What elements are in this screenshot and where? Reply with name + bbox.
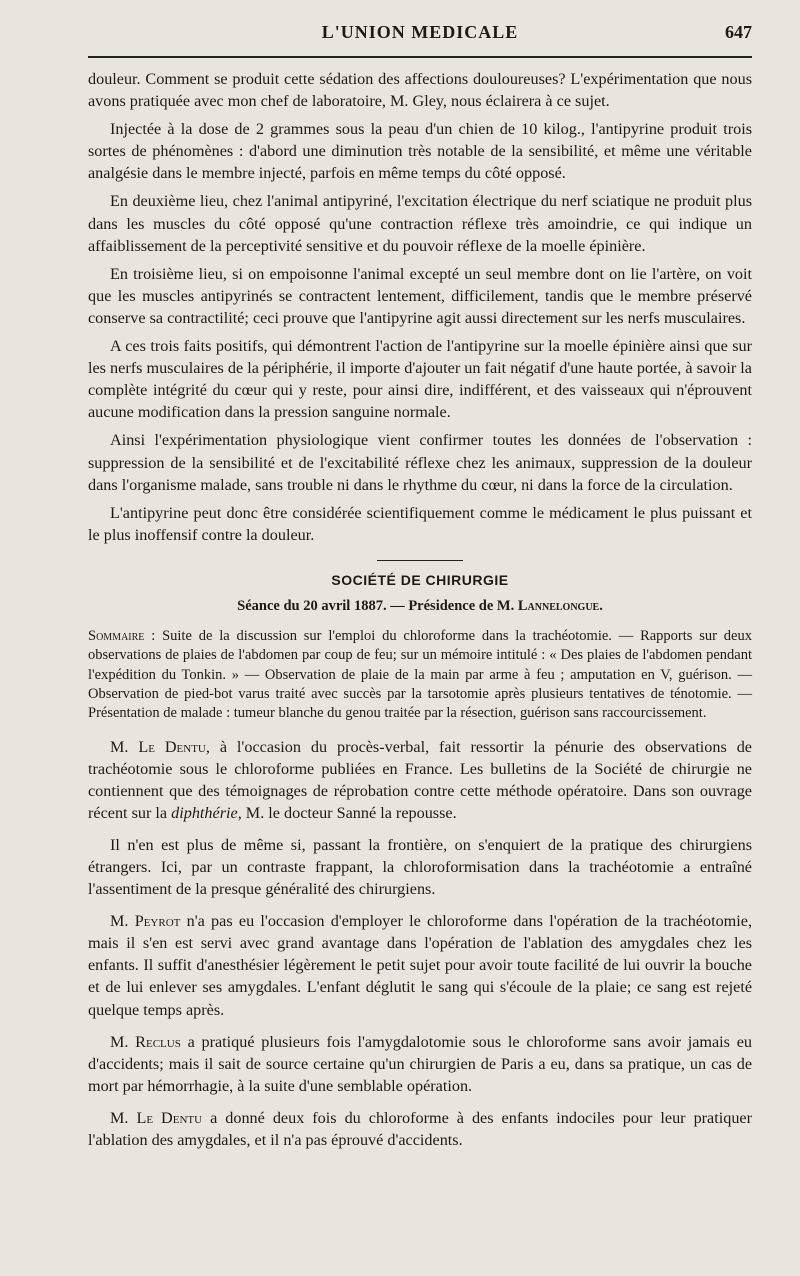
paragraph: En troisième lieu, si on empoisonne l'animal excepté un seul membre dont on lie l'artère, on voit que les muscles antipyrinés se contractent lentement, difficilement, tandis que le membre préservé conserve sa contractilité; ceci prouve que l'antipyrine agit aussi directement sur les nerfs musculaires. [88,264,752,327]
speech-text: a donné deux fois du chloroforme à des enfants indociles pour leur pratiquer l'ablation des amygdales, et il n'a pas éprouvé d'accidents. [88,1108,752,1150]
paragraph: A ces trois faits positifs, qui démontrent l'action de l'antipyrine sur la moelle épinière ainsi que sur les nerfs musculaires de la périphérie, il importe d'ajouter un fait négatif d'une haute portée, à savoir la complète intégrité du cœur qui y reste, pour ainsi dire, indifférent, et des vaisseaux qui n'éprouvent aucune modification dans la pression sanguine normale. [88,337,752,422]
section-divider [377,560,463,561]
paragraph: En deuxième lieu, chez l'animal antipyriné, l'excitation électrique du nerf sciatique ne produit plus dans les muscles du côté opposé qu'une contraction réflexe très amoindrie, ce qui indique un affaiblissement de la perceptivité sensitive et du pouvoir réflexe de la moelle épinière. [88,192,752,255]
speech-text: , à l'occasion du procès-verbal, fait ressortir la pénurie des observations de trachéotomie sous le chloroforme publiées en France. Les bulletins de la Société de chirurgie ne contiennent que des témoignages de réprobation contre cette méthode opératoire. Dans son ouvrage récent sur la [88,737,752,822]
summary-text: : Suite de la discussion sur l'emploi du chloroforme dans la trachéotomie. — Rapports sur deux observations de plaies de l'abdomen par coup de feu; sur un mémoire intitulé : « Des plaies de l'abdomen pendant l'expédition du Tonkin. » — Observation de plaie de la main par arme à feu ; amputation en V, guérison. — Observation de pied-bot varus traité avec succès par la tarsotomie après plusieurs tentatives de ténotomie. — Présentation de malade : tumeur blanche du genou traitée par la résection, guérison sans raccourcissement. [88,628,752,722]
paragraph: douleur. Comment se produit cette sédation des affections douloureuses? L'expérimentation que nous avons pratiquée avec mon chef de laboratoire, M. Gley, nous éclairera à ce sujet. [88,70,752,111]
speaker-name: M. Le Dentu [110,1108,203,1127]
speech-paragraph [88,910,752,1020]
speech-paragraph [88,834,752,900]
paragraph: Injectée à la dose de 2 grammes sous la peau d'un chien de 10 kilog., l'antipyrine produit trois sortes de phénomènes : d'abord une diminution très notable de la sensibilité, et même une véritable analgésie dans le membre injecté, parfois en même temps du côté opposé. [88,120,752,183]
speaker-name: M. Le Dentu [110,737,206,756]
speaker-name: M. Peyrot [110,912,181,931]
speech-text: Il n'en est plus de même si, passant la frontière, on s'enquiert de la pratique des chirurgiens étrangers. Ici, par un contraste frappant, la chloroformisation dans la trachéotomie a entraîné l'assentiment de la presque généralité des chirurgiens. [88,835,752,899]
paragraph: Ainsi l'expérimentation physiologique vient confirmer toutes les données de l'observation : suppression de la sensibilité et de l'excitabilité réflexe chez les animaux, suppression de la douleur dans l'organisme malade, sans trouble ni dans le rhythme du cœur, ni dans la force de la circulation. [88,431,752,494]
speaker-name: M. Reclus [110,1032,181,1051]
president-name: Lannelongue. [517,597,603,614]
session-summary [88,627,752,723]
running-title: L'UNION MEDICALE [321,22,519,42]
speech-text: a pratiqué plusieurs fois l'amygdalotomie sous le chloroforme sans avoir jamais eu d'accidents; mais il sait de source certaine qu'un chirurgien de Paris a eu, dans sa pratique, un cas de mort par hémorrhagie, à la suite d'une semblable opération. [88,1032,752,1095]
section-heading: SOCIÉTÉ DE CHIRURGIE [331,571,509,588]
speech-text-after: , M. le docteur Sanné la repousse. [237,803,457,822]
session-line [88,595,752,617]
speech-paragraph [88,1031,752,1097]
paragraph: L'antipyrine peut donc être considérée scientifiquement comme le médicament le plus puissant et le plus inoffensif contre la douleur. [88,503,752,544]
header-rule [88,56,752,58]
speech-text: n'a pas eu l'occasion d'employer le chloroforme dans l'opération de la trachéotomie, mais il s'en est servi avec grand avantage dans l'opération de l'ablation des amygdales chez les enfants. Il suffit d'anesthésier légèrement le petit sujet pour avoir toute facilité de lui ouvrir la bouche et de lui enlever ses amygdales. L'enfant déglutit le sang qui s'écoule de la plaie; ce sang est rejeté quelque temps après. [88,912,752,1019]
page-number: 647 [725,22,752,42]
speech-paragraph [88,1107,752,1151]
summary-label: Sommaire [88,628,145,645]
page-header [88,22,752,50]
session-date: Séance du 20 avril 1887. — Présidence de M. [237,597,515,614]
speech-paragraph [88,736,752,824]
speech-italic: diphthérie [171,803,238,822]
article-body [88,68,752,1161]
